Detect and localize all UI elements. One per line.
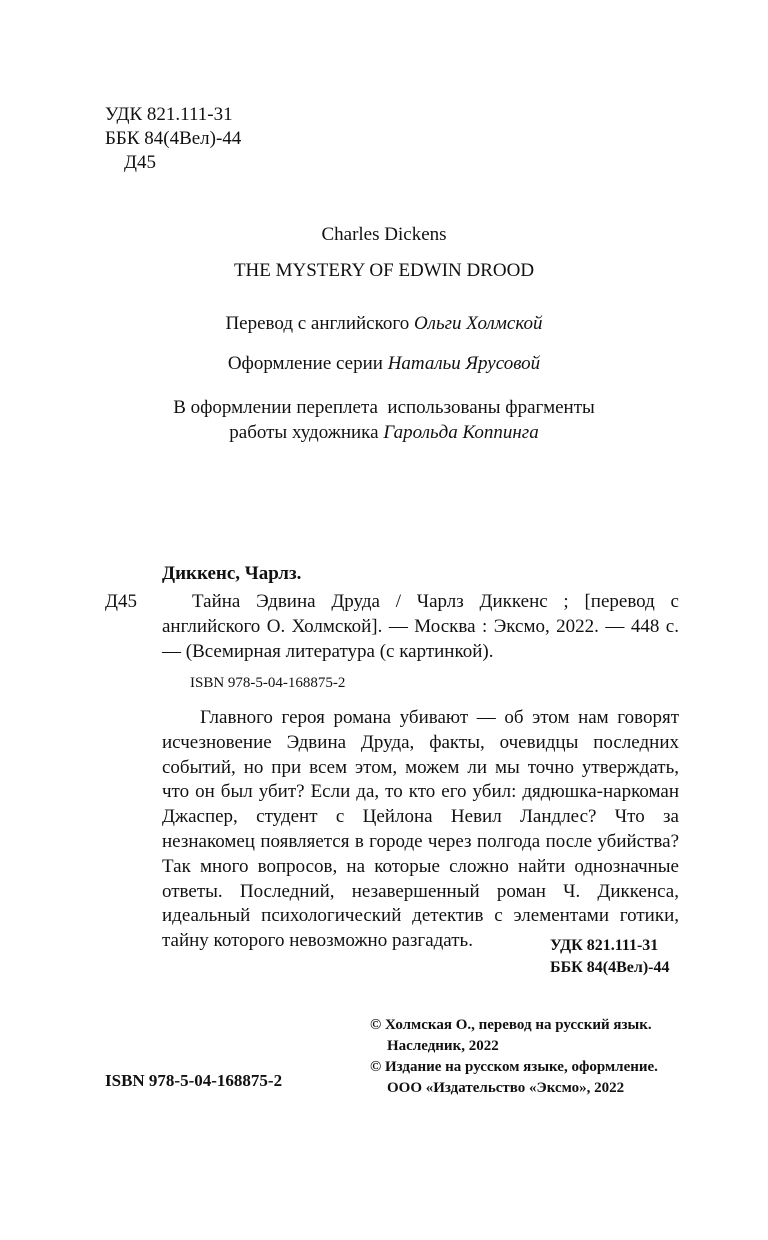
cover-credit-line2 (0, 420, 768, 445)
copyright-line3: © Издание на русском языке, оформление. (370, 1059, 658, 1075)
translation-prefix: Перевод с английского (225, 313, 414, 334)
catalog-isbn: ISBN 978-5-04-168875-2 (190, 675, 346, 691)
series-design-credit (0, 353, 768, 375)
bbk-code: ББК 84(4Вел)-44 (105, 128, 242, 149)
cover-credit-prefix: работы художника (229, 422, 384, 443)
title-english: THE MYSTERY OF EDWIN DROOD (233, 260, 535, 281)
udk-code: УДК 821.111-31 (105, 104, 233, 125)
copyright-line2: Наследник, 2022 (387, 1038, 499, 1054)
catalog-udk: УДК 821.111-31 (550, 937, 659, 954)
classification-block (105, 103, 241, 175)
catalog-bbk: ББК 84(4Вел)-44 (550, 959, 670, 976)
catalog-classification (550, 935, 670, 979)
catalog-code: Д45 (105, 591, 137, 612)
series-designer-name: Натальи Ярусовой (387, 353, 541, 374)
catalog-entry: Тайна Эдвина Друда / Чарлз Диккенс ; [перевод с английского О. Холмской]. — Москва : Эксмо, 2022. — 448 с. — (Всемирная литература (с картинкой). (162, 591, 679, 662)
annotation-paragraph: Главного героя романа убивают — об этом нам говорят исчезновение Эдвина Друда, факты, очевидцы последних событий, но при всем этом, можем ли мы точно утверждать, что он был убит? Если да, то кто его убил: дядюшка-наркоман Джаспер, студент с Цейлона Невил Ландлес? Что за незнакомец появляется в городе через полгода после убийства? Так много вопросов, на которые сложно найти однозначные ответы. Последний, незавершенный роман Ч. Диккенса, идеальный психологический детектив с элементами готики, тайну которого невозможно разгадать. (162, 707, 679, 952)
footer-isbn: ISBN 978-5-04-168875-2 (105, 1071, 283, 1090)
copyright-line1: © Холмская О., перевод на русский язык. (370, 1017, 652, 1033)
translation-credit (0, 313, 768, 335)
translator-name: Ольги Холмской (413, 313, 543, 334)
catalog-author: Диккенс, Чарлз. (162, 563, 302, 584)
copyright-line4: ООО «Издательство «Эксмо», 2022 (387, 1080, 625, 1096)
author-english: Charles Dickens (321, 224, 447, 245)
cover-artist-name: Гарольда Коппинга (383, 422, 539, 443)
cover-credit-line1: В оформлении переплета использованы фрагменты (173, 397, 595, 418)
series-prefix: Оформление серии (227, 353, 388, 374)
copyright-block (370, 1015, 658, 1099)
cover-credit (0, 395, 768, 445)
author-code: Д45 (105, 152, 156, 173)
